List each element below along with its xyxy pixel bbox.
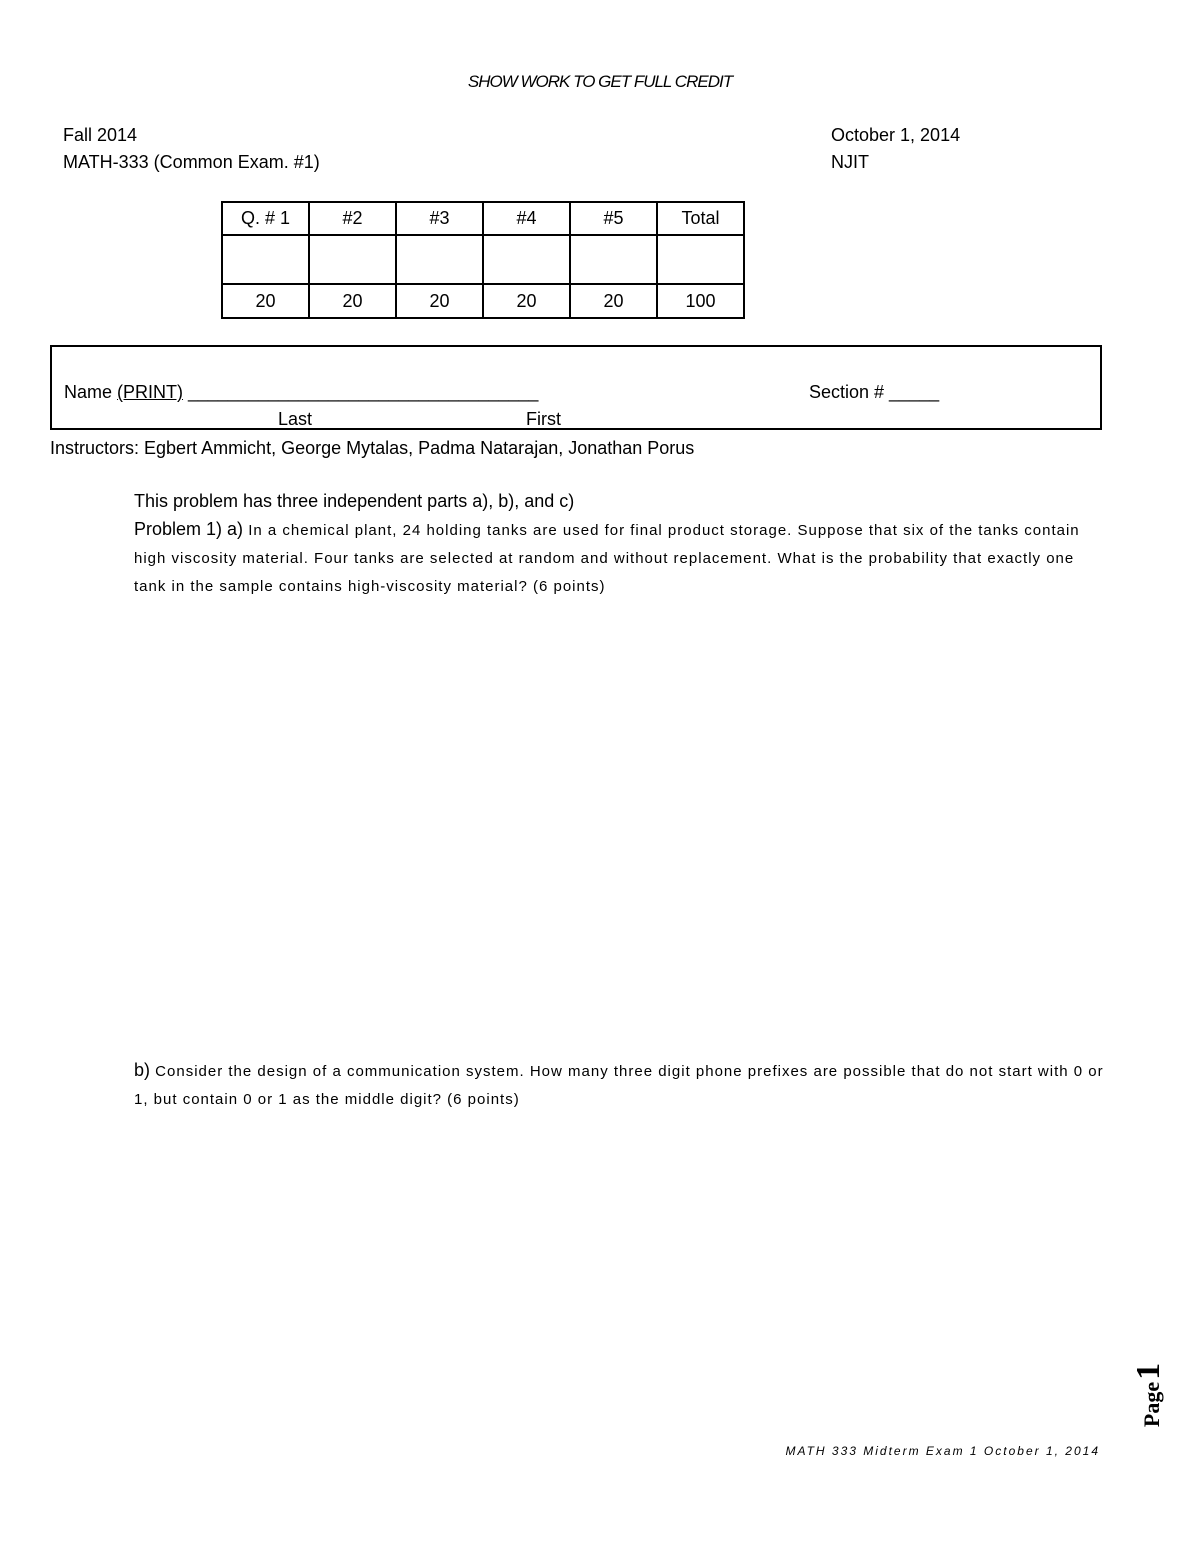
- score-table-blank-row: [222, 235, 744, 284]
- score-header-cell: #4: [483, 202, 570, 235]
- score-header-cell: #3: [396, 202, 483, 235]
- problem-1b-label: b): [134, 1060, 151, 1080]
- problem-intro: This problem has three independent parts a), b), and c): [134, 491, 575, 511]
- score-entry-cell: [657, 235, 744, 284]
- header-left: [63, 122, 320, 176]
- score-header-cell: #5: [570, 202, 657, 235]
- score-header-cell: Total: [657, 202, 744, 235]
- score-entry-cell: [309, 235, 396, 284]
- score-entry-cell: [396, 235, 483, 284]
- course-label: MATH-333 (Common Exam. #1): [63, 152, 320, 172]
- score-header-cell: #2: [309, 202, 396, 235]
- score-points-cell: 20: [309, 284, 396, 318]
- print-label: (PRINT): [117, 382, 184, 402]
- score-table: [221, 201, 745, 319]
- problem-1b: [134, 1056, 1109, 1114]
- name-box: [50, 345, 1102, 430]
- score-points-cell: 20: [222, 284, 309, 318]
- term-label: Fall 2014: [63, 125, 138, 145]
- last-name-caption: Last: [278, 409, 313, 429]
- banner-instruction: SHOW WORK TO GET FULL CREDIT: [467, 72, 733, 91]
- problem-1a-label: Problem 1) a): [134, 519, 244, 539]
- page-word: Page: [1139, 1381, 1164, 1428]
- page-number: 1: [1130, 1362, 1167, 1380]
- score-points-cell: 20: [396, 284, 483, 318]
- score-table-header-row: [222, 202, 744, 235]
- problem-1a-text: In a chemical plant, 24 holding tanks are used for final product storage. Suppose that six of the tanks contain high viscosity material. Four tanks are selected at random and without replacement. What is the probability that exactly one tank in the sample contains high-viscosity material? (6 points): [134, 522, 1080, 595]
- page-footer: MATH 333 Midterm Exam 1 October 1, 2014: [785, 1444, 1100, 1458]
- exam-date: October 1, 2014: [831, 125, 961, 145]
- name-blank: ___________________________________: [183, 382, 539, 402]
- score-entry-cell: [222, 235, 309, 284]
- score-entry-cell: [483, 235, 570, 284]
- score-entry-cell: [570, 235, 657, 284]
- score-points-cell: 20: [483, 284, 570, 318]
- school-name: NJIT: [831, 152, 869, 172]
- score-table-points-row: [222, 284, 744, 318]
- section-field: Section # _____: [809, 382, 940, 402]
- first-name-caption: First: [526, 409, 561, 429]
- problem-1a: [134, 515, 1109, 601]
- instructors-line: Instructors: Egbert Ammicht, George Mytalas, Padma Natarajan, Jonathan Porus: [50, 438, 695, 458]
- problem-1b-text: Consider the design of a communication system. How many three digit phone prefixes are possible that do not start with 0 or 1, but contain 0 or 1 as the middle digit? (6 points): [134, 1063, 1104, 1108]
- name-label: Name: [64, 382, 118, 402]
- score-header-cell: Q. # 1: [222, 202, 309, 235]
- score-points-cell: 100: [657, 284, 744, 318]
- name-line: [64, 382, 538, 403]
- header-right: [831, 122, 960, 176]
- score-points-cell: 20: [570, 284, 657, 318]
- page-number-marker: [1130, 1360, 1190, 1430]
